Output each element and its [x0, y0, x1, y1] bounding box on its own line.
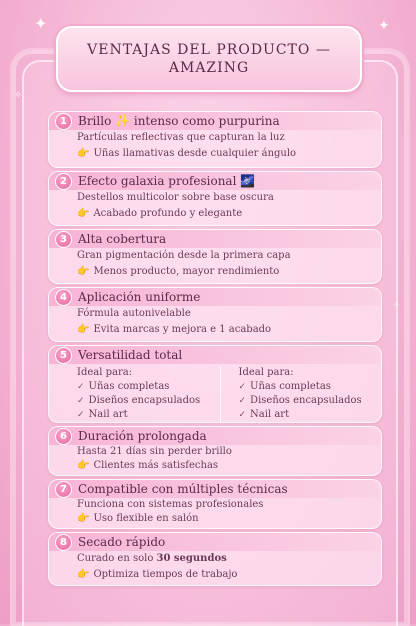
column-label: Ideal para: — [77, 367, 133, 378]
feature-card-header — [49, 346, 381, 364]
page-title-line1: VENTAJAS DEL PRODUCTO — — [87, 42, 331, 58]
feature-description: Fórmula autonivelable — [77, 308, 191, 319]
numbered-circle-icon: 4 — [55, 289, 72, 306]
list-item — [77, 408, 220, 422]
feature-title: Alta cobertura — [78, 232, 167, 246]
pointing-hand-icon: 👉 — [77, 513, 90, 524]
numbered-circle-icon: 2 — [55, 173, 72, 190]
feature-card-7 — [48, 479, 382, 529]
numbered-circle-icon: 8 — [55, 534, 72, 551]
feature-column-right — [220, 366, 382, 422]
feature-title: Brillo ✨ intenso como purpurina — [78, 114, 280, 128]
sparkle-icon: ✦ — [378, 18, 390, 34]
page-title-line2: AMAZING — [168, 60, 250, 76]
feature-benefit — [49, 322, 381, 338]
feature-description: Hasta 21 días sin perder brillo — [77, 446, 232, 457]
numbered-circle-icon: 3 — [55, 231, 72, 248]
feature-title: Efecto galaxia profesional 🌌 — [78, 174, 256, 188]
feature-benefit-text: Clientes más satisfechas — [93, 460, 219, 471]
pointing-hand-icon: 👉 — [77, 460, 90, 471]
check-icon: ✓ — [77, 382, 85, 392]
feature-card-2 — [48, 171, 382, 226]
feature-description: Funciona con sistemas profesionales — [77, 499, 264, 510]
check-icon: ✓ — [238, 410, 247, 420]
feature-benefit — [49, 264, 381, 280]
feature-card-1 — [48, 111, 382, 168]
list-item-text: Diseños encapsulados — [250, 395, 362, 406]
pointing-hand-icon: 👉 — [77, 148, 90, 159]
column-label: Ideal para: — [238, 367, 294, 378]
feature-description-highlight: 30 segundos — [156, 553, 227, 564]
pointing-hand-icon: 👉 — [77, 208, 90, 219]
list-item — [239, 380, 382, 394]
feature-card-5 — [48, 345, 382, 423]
sparkle-icon: ✧ — [14, 90, 23, 101]
check-icon: ✓ — [238, 382, 247, 392]
feature-benefit-text: Menos producto, mayor rendimiento — [93, 266, 280, 277]
feature-description-text: Curado en solo — [77, 553, 157, 564]
numbered-circle-icon: 6 — [55, 428, 72, 445]
list-item-text: Diseños encapsulados — [88, 395, 201, 406]
feature-card-header — [49, 480, 381, 498]
feature-benefit-text: Uso flexible en salón — [93, 513, 199, 524]
title-banner — [56, 26, 362, 92]
list-item — [239, 408, 382, 422]
feature-columns — [49, 364, 381, 422]
feature-card-header — [49, 172, 381, 190]
numbered-circle-icon: 7 — [55, 481, 72, 498]
list-item-text: Nail art — [88, 409, 128, 420]
feature-benefit-text: Uñas llamativas desde cualquier ángulo — [93, 148, 297, 159]
list-item-text: Uñas completas — [250, 381, 331, 392]
feature-card-header — [49, 533, 381, 551]
numbered-circle-icon: 5 — [55, 347, 72, 364]
pointing-hand-icon: 👉 — [77, 569, 90, 580]
feature-description: Destellos multicolor sobre base oscura — [77, 192, 274, 203]
feature-benefit — [49, 512, 381, 526]
feature-description: Partículas reflectivas que capturan la luz — [77, 132, 285, 143]
feature-benefit — [49, 146, 381, 162]
list-item — [77, 380, 220, 394]
feature-column-left — [49, 366, 220, 422]
feature-description: Gran pigmentación desde la primera capa — [77, 250, 291, 261]
feature-benefit-text: Evita marcas y mejora e 1 acabado — [93, 324, 272, 335]
feature-card-6 — [48, 426, 382, 476]
sparkle-icon: ✦ — [34, 14, 48, 33]
list-item — [239, 394, 382, 408]
feature-title: Compatible con múltiples técnicas — [78, 482, 288, 496]
feature-card-3 — [48, 229, 382, 284]
list-item-text: Uñas completas — [88, 381, 170, 392]
feature-title: Duración prolongada — [78, 429, 207, 443]
list-item — [77, 394, 220, 408]
feature-title: Versatilidad total — [78, 348, 183, 362]
feature-benefit — [49, 459, 381, 473]
check-icon: ✓ — [77, 410, 85, 420]
feature-card-header — [49, 112, 381, 130]
list-item-text: Nail art — [250, 409, 290, 420]
feature-card-header — [49, 427, 381, 445]
numbered-circle-icon: 1 — [55, 113, 72, 130]
feature-benefit — [49, 206, 381, 222]
check-icon: ✓ — [77, 396, 85, 406]
feature-title: Aplicación uniforme — [78, 290, 201, 304]
feature-card-4 — [48, 287, 382, 342]
feature-benefit-text: Acabado profundo y elegante — [93, 208, 243, 219]
feature-card-header — [49, 288, 381, 306]
feature-card-8 — [48, 532, 382, 586]
feature-benefit — [49, 567, 381, 583]
pointing-hand-icon: 👉 — [77, 266, 90, 277]
pointing-hand-icon: 👉 — [77, 324, 90, 335]
check-icon: ✓ — [238, 396, 247, 406]
feature-benefit-text: Optimiza tiempos de trabajo — [93, 569, 238, 580]
feature-card-header — [49, 230, 381, 248]
feature-description — [49, 551, 381, 567]
feature-title: Secado rápido — [78, 535, 166, 549]
sparkle-icon: ✧ — [392, 300, 401, 311]
